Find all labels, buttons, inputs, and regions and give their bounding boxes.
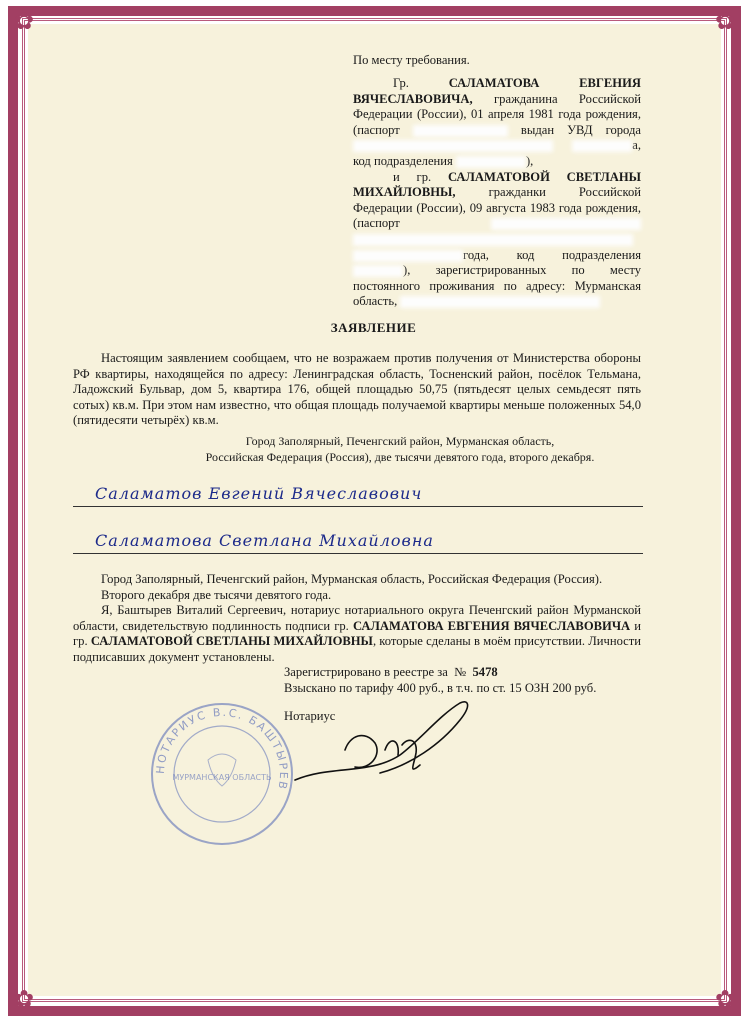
registry-number: 5478 [472,665,498,679]
signature-line-2 [73,553,643,554]
addressee-prefix-2: и гр. [393,169,432,184]
addressee-block [353,76,641,310]
registry-fee: Взыскано по тарифу 400 руб., в т.ч. по ст. 15 ОЗН 200 руб. [284,680,597,695]
seal-region: МУРМАНСКАЯ ОБЛАСТЬ [172,773,272,782]
registry-block [284,665,624,696]
redaction [572,140,632,152]
addressee-text-1: гражданина Российской Федерации (России), 01 апреля 1981 года рождения, (паспорт [353,91,641,137]
signature-1: Саламатов Евгений Вячеславович [95,484,423,503]
seal-text: НОТАРИУС В.С. БАШТЫРЕВ [153,705,291,792]
cert-name-2: САЛАМАТОВОЙ СВЕТЛАНЫ МИХАЙЛОВНЫ [90,634,373,649]
cert-name-1: САЛАМАТОВА ЕВГЕНИЯ ВЯЧЕСЛАВОВИЧА [352,618,631,633]
redaction [456,156,526,168]
corner-ornament-icon: ✿ [13,9,35,35]
registry-num-sign: № [454,665,467,679]
statement-text: Настоящим заявлением сообщаем, что не возражаем против получения от Министерства обороны РФ квартиры, находящейся по адресу: Ленинградская область, Тосненский район, посёлок Тельмана, Ладожский Бульвар, дом 5, квартира 176, общей площадью 50,75 (пятьдесят целых семьдесят пять сотых) кв.м. При этом нам известно, что общая площадь получаемой квартиры меньше положенных 54,0 (пятидесяти четырёх) кв.м. [73,351,641,428]
corner-ornament-icon: ✿ [714,9,736,35]
addressee-text-1c: а, код подразделения [353,138,641,168]
statement-paragraph [73,351,641,429]
place-date-line-2: Российская Федерация (Россия), две тысячи девятого года, второго декабря. [205,450,595,464]
signature-2: Саламатова Светлана Михайловна [95,531,434,550]
addressee-text-2c: ), зарегистрированных по месту постоянного проживания по адресу: Мурманская область, [353,263,641,309]
notary-seal [148,700,296,848]
corner-ornament-icon: ✿ [714,987,736,1013]
cert-line-2: Второго декабря две тысячи девятого года. [101,587,332,602]
addressee-text-1b: выдан УВД города [520,122,641,137]
notary-label: Нотариус [284,709,336,723]
addressee-end-1: ), [525,153,534,168]
requirement-line: По месту требования. [353,53,470,67]
redaction [353,140,553,152]
notary-signature [290,695,490,795]
document-title: ЗАЯВЛЕНИЕ [330,320,417,335]
redaction [353,250,463,262]
cert-text: Я, Баштырев Виталий Сергеевич, нотариус нотариального округа Печенгский район Мурманской области, свидетельствую подлинность подписи гр. [73,603,641,633]
addressee-prefix-1: Гр. [393,76,409,90]
registry-label: Зарегистрировано в реестре за [284,665,448,679]
addressee-name-1: САЛАМАТОВА ЕВГЕНИЯ ВЯЧЕСЛАВОВИЧА, [353,76,641,106]
redaction [413,125,508,137]
place-date-line-1: Город Заполярный, Печенгский район, Мурманская область, [245,434,555,448]
redaction [491,218,641,230]
corner-ornament-icon: ✿ [13,987,35,1013]
addressee-text-2b: года, код подразделения [463,247,641,262]
cert-end: , которые сделаны в моём присутствии. Личности подписавших документ установлены. [73,634,642,664]
redaction [353,234,633,246]
signature-line-1 [73,506,643,507]
cert-line-1: Город Заполярный, Печенгский район, Мурманская область, Российская Федерация (Россия). [101,572,603,586]
addressee-name-2: САЛАМАТОВОЙ СВЕТЛАНЫ МИХАЙЛОВНЫ, [353,169,641,200]
cert-mid: и гр. [73,618,641,649]
redaction [400,296,600,308]
certification-block [73,572,641,666]
redaction [353,265,403,277]
addressee-text-2: гражданки Российской Федерации (России), 09 августа 1983 года рождения, (паспорт [353,185,641,231]
